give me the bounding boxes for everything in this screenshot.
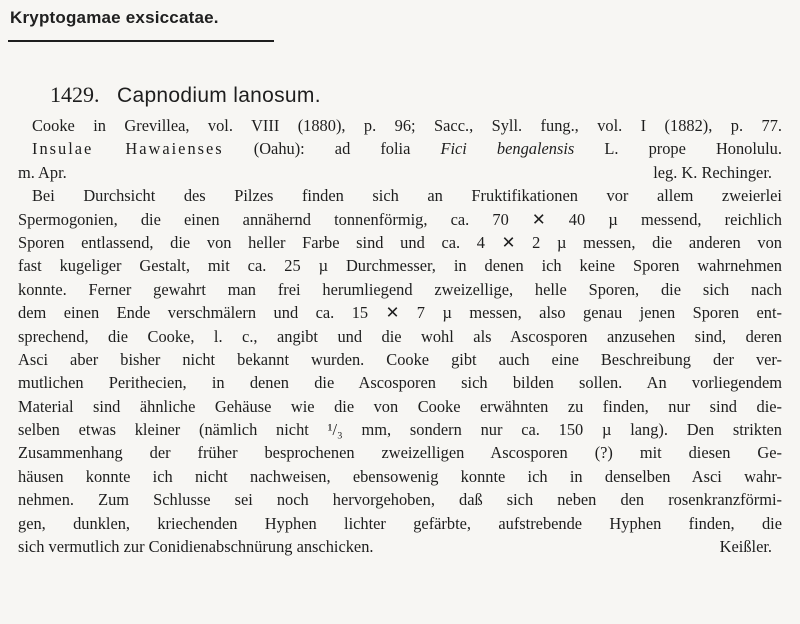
description-line: konnte. Ferner gewahrt man frei herumliegend zweizellige, helle Sporen, die sich nach [18,279,782,299]
description-line: Sporen entlassend, die von heller Farbe sind und ca. 4 ✕ 2 µ messen, die anderen von [18,232,782,252]
description-line: sich vermutlich zur Conidienabschnürung anschicken. [18,537,374,557]
description-line: fast kugeliger Gestalt, mit ca. 25 µ Durchmesser, in denen ich keine Sporen wahrnehmen [18,256,782,276]
description-line: selben etwas kleiner (nämlich nicht ¹/₃ mm, sondern nur ca. 150 µ lang). Den strikten [18,420,782,440]
author-signature: Keißler. [719,537,772,557]
description-line: mutlichen Perithecien, in denen die Ascosporen sich bilden sollen. An vorliegendem [18,373,782,393]
locality-text-b: L. prope Honolulu. [574,139,782,159]
description-line: nehmen. Zum Schlusse sei noch hervorgehoben, daß sich neben den rosenkranzförmi- [18,490,782,510]
date-collector-line [18,161,782,184]
entry-body [18,114,782,558]
locality-label: Insulae Hawaienses [32,139,224,159]
collection-date: m. Apr. [18,162,67,182]
description-line: Material sind ähnliche Gehäuse wie die von Cooke erwähnten zu finden, nur sind die- [18,396,782,416]
series-title: Kryptogamae exsiccatae. [10,8,219,27]
species-name: Capnodium lanosum. [117,84,321,107]
description-line: häusen konnte ich nicht nachweisen, ebensowenig konnte ich in denselben Asci wahr- [18,466,782,486]
citation-line: Cooke in Grevillea, vol. VIII (1880), p. 96; Sacc., Syll. fung., vol. I (1882), p. 77. [32,116,782,135]
entry-heading [50,82,321,108]
description-line: Asci aber bisher nicht bekannt wurden. Cooke gibt auch eine Beschreibung der ver- [18,349,782,369]
final-line [18,535,782,558]
description-line: Zusammenhang der früher besprochenen zweizelligen Ascosporen (?) mit diesen Ge- [18,443,782,463]
description-line: sprechend, die Cooke, l. c., angibt und die wohl als Ascosporen anzusehen sind, deren [18,326,782,346]
description-line: gen, dunklen, kriechenden Hyphen lichter gefärbte, aufstrebende Hyphen finden, die [18,513,782,533]
locality-line [18,137,782,160]
entry-number: 1429. [50,82,100,107]
host-species: Fici bengalensis [440,139,575,159]
description-line: Spermogonien, die einen annähernd tonnenförmig, ca. 70 ✕ 40 µ messend, reichlich [18,209,782,229]
description-line: dem einen Ende verschmälern und ca. 15 ✕ 7 µ messen, also genau jenen Sporen ent- [18,303,782,323]
collector: leg. K. Rechinger. [653,162,772,182]
locality-text-a: (Oahu): ad folia [223,139,441,159]
series-title-underline [8,40,274,42]
description-line: Bei Durchsicht des Pilzes finden sich an Fruktifikationen vor allem zweierlei [32,186,782,206]
